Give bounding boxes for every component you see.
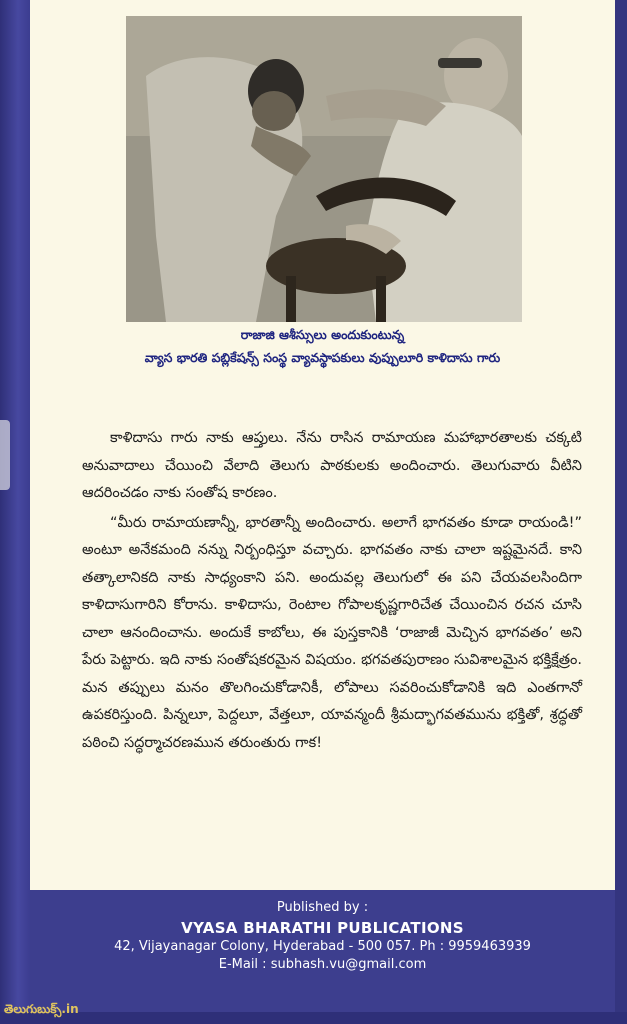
historical-photo: [126, 16, 522, 322]
bottom-border: [0, 1012, 627, 1024]
site-watermark: తెలుగుబుక్స్.in: [4, 1002, 79, 1016]
published-by-label: Published by :: [276, 900, 369, 915]
left-fold: [0, 0, 30, 1024]
publisher-email: E-Mail : subhash.vu@gmail.com: [218, 957, 427, 972]
foreword-text: [82, 425, 582, 757]
right-border: [615, 0, 627, 1024]
publisher-address: 42, Vijayanagar Colony, Hyderabad - 500 057. Ph : 9959463939: [114, 939, 531, 954]
publisher-footer: [30, 900, 615, 974]
photo-raja-ji-blessing-icon: [126, 16, 522, 322]
fold-crease: [0, 420, 10, 490]
publisher-name: VYASA BHARATHI PUBLICATIONS: [181, 919, 464, 937]
photo-caption-line-1: రాజాజి ఆశీస్సులు అందుకుంటున్న: [240, 327, 405, 342]
foreword-paragraph-1: కాళిదాసు గారు నాకు ఆప్తులు. నేను రాసిన రామాయణ మహాభారతాలకు చక్కటి అనువాదాలు చేయించి వేలాది తెలుగు పాఠకులకు అందించారు. తెలుగువారు వీటిని ఆదరించడం నాకు సంతోష కారణం.: [82, 430, 582, 501]
foreword-paragraph-2: “మీరు రామాయణాన్నీ, భారతాన్నీ అందించారు. అలాగే భాగవతం కూడా రాయండి!” అంటూ అనేకమంది నన్ను నిర్బంధిస్తూ వచ్చారు. భాగవతం నాకు చాలా ఇష్టమైనదే. కాని తత్కాలానికది నాకు సాధ్యంకాని పని. అందువల్ల తెలుగులో ఈ పని చేయవలసిందిగా కాళిదాసుగారిని కోరాను. కాళిదాసు, రెంటాల గోపాలకృష్ణగారిచేత చేయించిన రచన చూసి చాలా ఆనందించాను. అందుకే కాబోలు, ఈ పుస్తకానికి ‘రాజాజీ మెచ్చిన భాగవతం’ అని పేరు పెట్టారు. ఇది నాకు సంతోషకరమైన విషయం. భగవతపురాణం సువిశాలమైన భక్తిక్షేత్రం. మన తప్పులు మనం తొలగించుకోడానికీ, లోపాలు సవరించుకోడానికి ఇది ఎంతగానో ఉపకరిస్తుంది. పిన్నలూ, పెద్దలూ, వేత్తలూ, యావన్మందీ శ్రీమద్భాగవతమును భక్తితో, శ్రద్ధతో పఠించి సద్ధర్మాచరణమున తరుంతురు గాక!: [82, 514, 582, 751]
photo-caption-line-2: వ్యాస భారతి పబ్లికేషన్స్ సంస్థ వ్యావస్థాపకులు వుప్పులూరి కాళిదాసు గారు: [144, 350, 501, 365]
